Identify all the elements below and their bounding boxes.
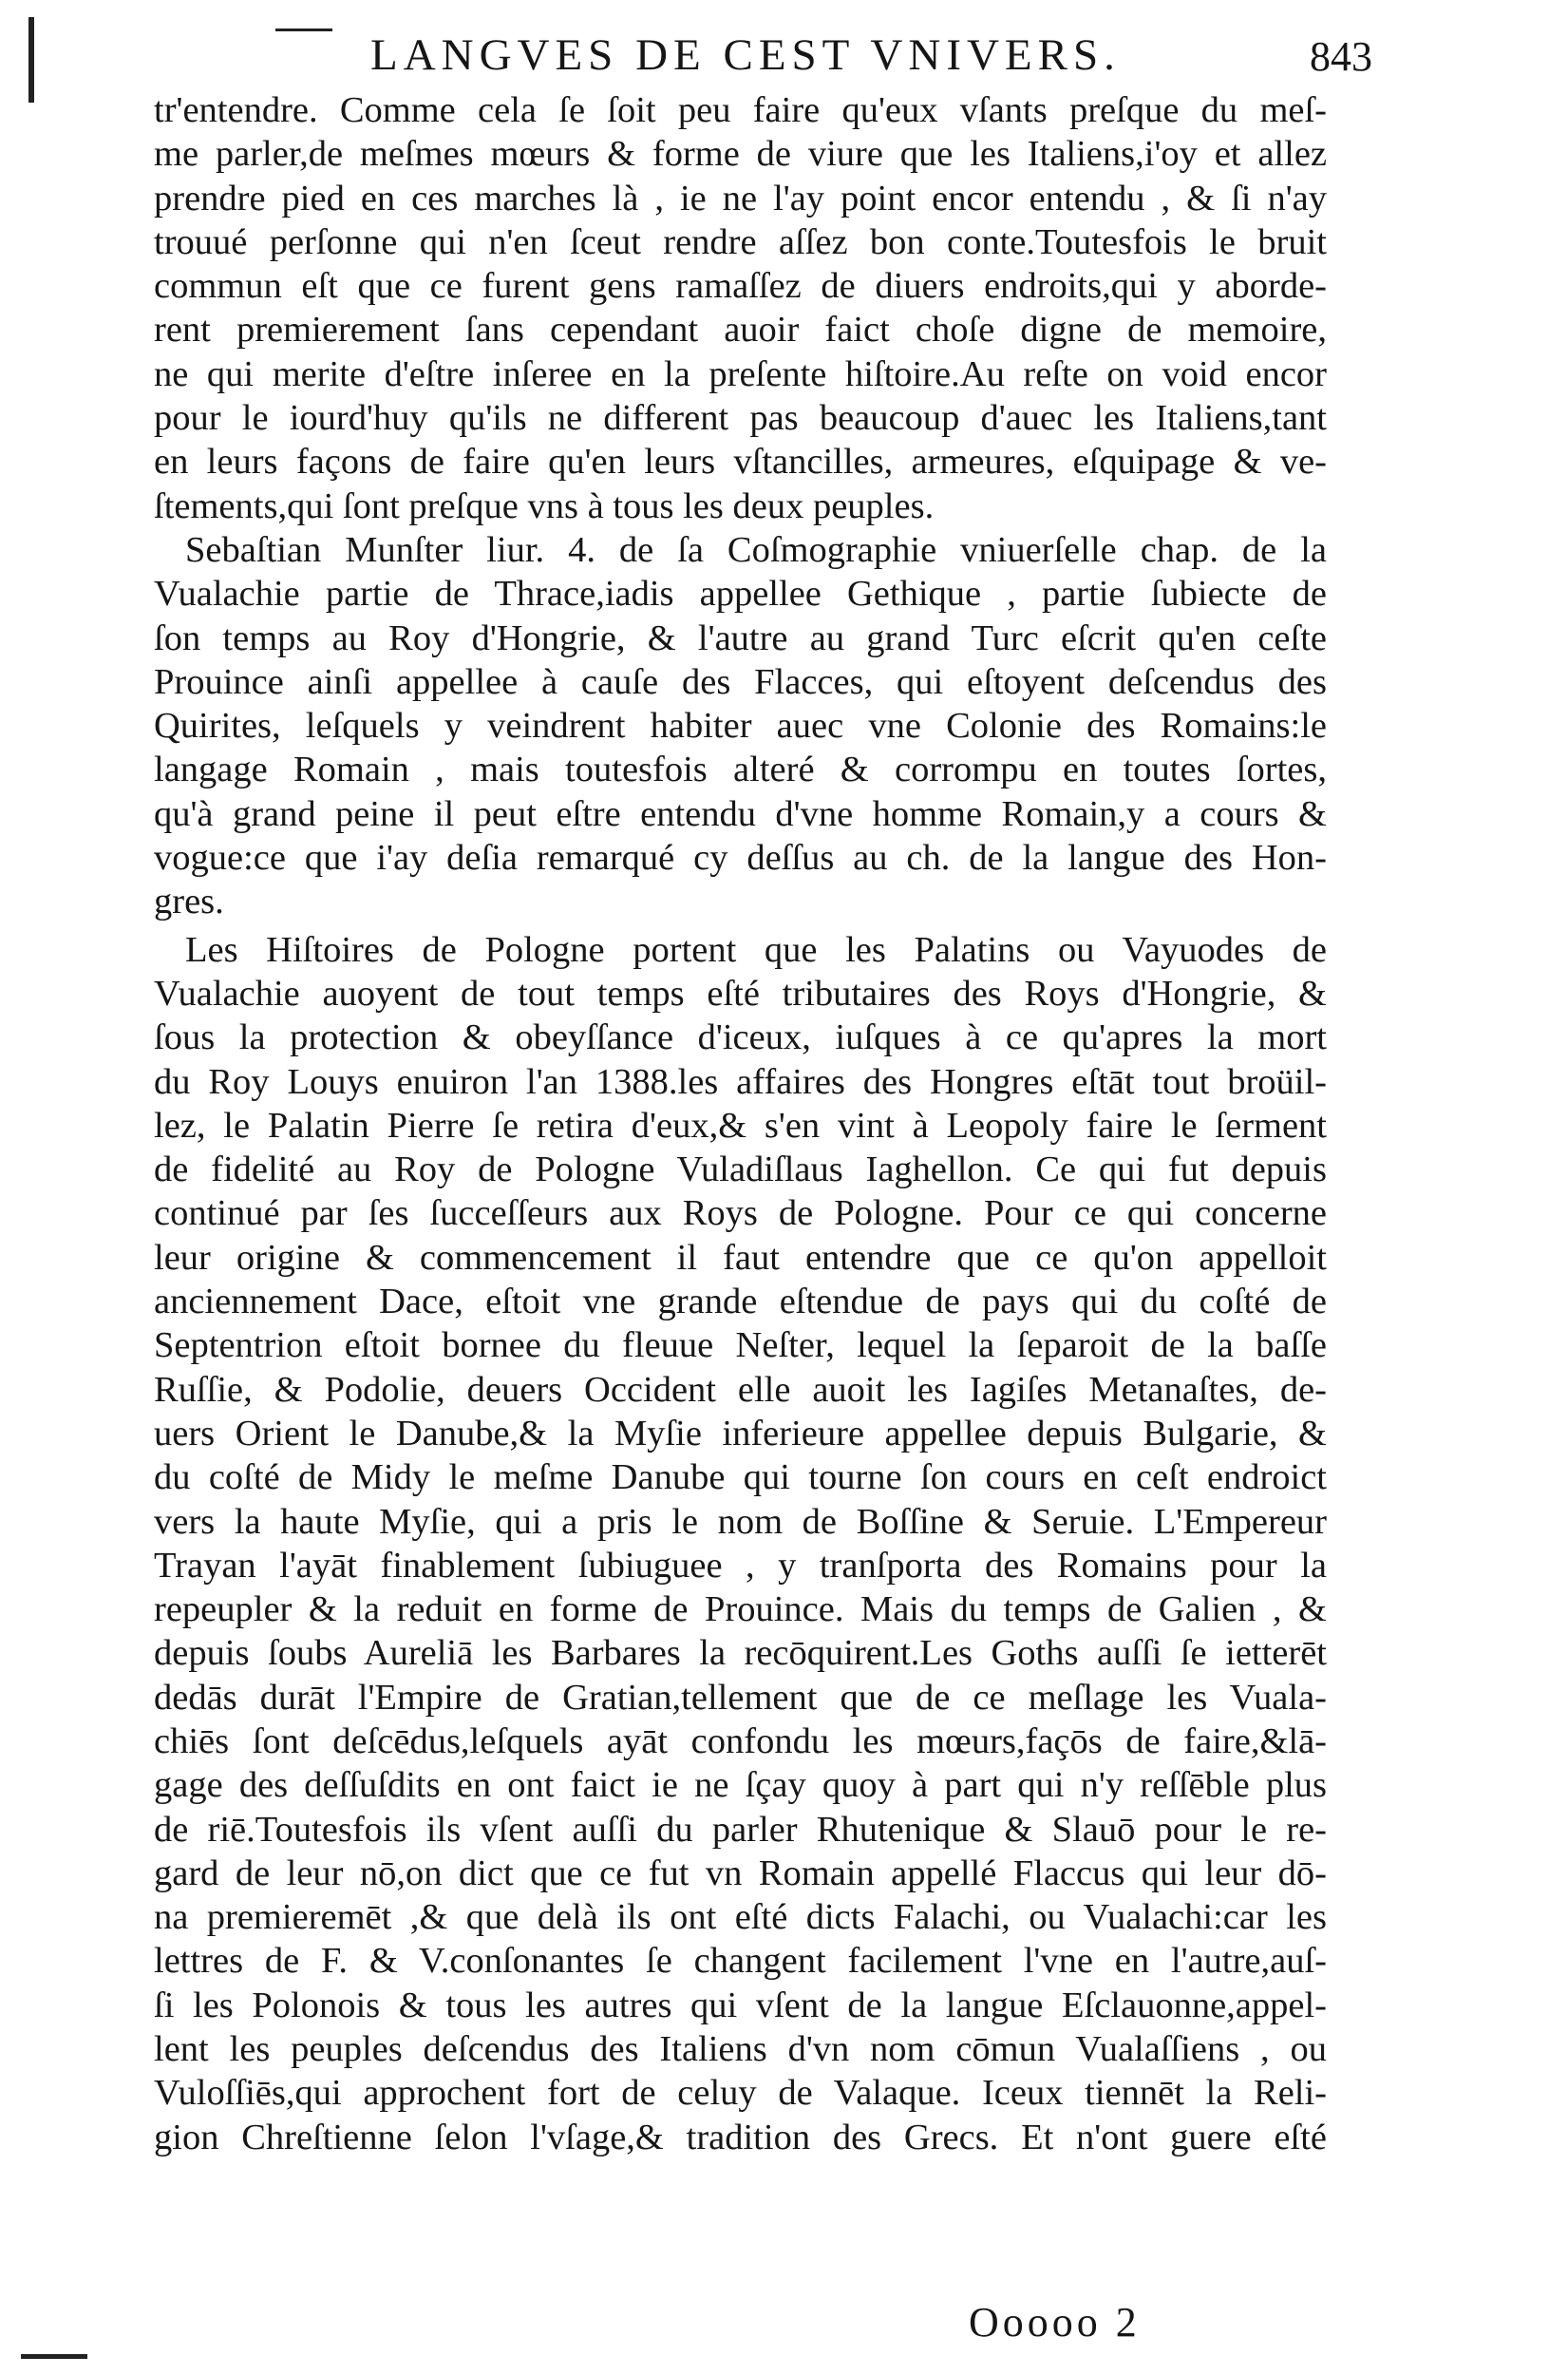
page-number: 843 bbox=[1310, 33, 1372, 80]
text-line: gres. bbox=[154, 882, 224, 922]
text-line: langage Romain , mais toutesfois alteré & corrompu en toutes ſortes, bbox=[154, 750, 1327, 790]
text-line: du coſté de Midy le meſme Danube qui tourne ſon cours en ceſt endroict bbox=[154, 1457, 1327, 1498]
text-line: pour le iourd'huy qu'ils ne different pas beaucoup d'auec les Italiens,tant bbox=[154, 398, 1327, 439]
text-line: continué par ſes ſucceſſeurs aux Roys de Pologne. Pour ce qui concerne bbox=[154, 1193, 1327, 1234]
text-line: gage des deſſuſdits en ont faict ie ne ſçay quoy à part qui n'y reſſēble plus bbox=[154, 1765, 1327, 1806]
text-line: en leurs façons de faire qu'en leurs vſtancilles, armeures, eſquipage & ve- bbox=[154, 442, 1327, 483]
text-line: Septentrion eſtoit bornee du fleuue Neſter, lequel la ſeparoit de la baſſe bbox=[154, 1325, 1327, 1366]
text-line: de fidelité au Roy de Pologne Vuladiſlaus Iaghellon. Ce qui fut depuis bbox=[154, 1150, 1327, 1190]
text-line: Trayan l'ayāt finablement ſubiuguee , y tranſporta des Romains pour la bbox=[154, 1545, 1327, 1586]
text-line: trouué perſonne qui n'en ſceut rendre aſſez bon conte.Toutesfois le bruit bbox=[154, 221, 1327, 262]
text-line: Quirites, leſquels y veindrent habiter auec vne Colonie des Romains:le bbox=[154, 706, 1327, 747]
text-line: lent les peuples deſcendus des Italiens d'vn nom cōmun Vualaſſiens , ou bbox=[154, 2029, 1327, 2070]
text-line: Vuloſſiēs,qui approchent fort de celuy de Valaque. Iceux tiennēt la Reli- bbox=[154, 2073, 1327, 2114]
text-line: ſtements,qui ſont preſque vns à tous les deux peuples. bbox=[154, 485, 935, 526]
text-line: Vualachie partie de Thrace,iadis appellee Gethique , partie ſubiecte de bbox=[154, 574, 1327, 615]
text-line: du Roy Louys enuiron l'an 1388.les affaires des Hongres eſtāt tout broüil- bbox=[154, 1061, 1327, 1102]
text-line: Ruſſie, & Podolie, deuers Occident elle auoit les Iagiſes Metanaſtes, de- bbox=[154, 1369, 1327, 1410]
page-header bbox=[370, 27, 1372, 84]
text-line: ne qui merite d'eſtre inſeree en la preſente hiſtoire.Au reſte on void encor bbox=[154, 353, 1327, 394]
text-line: repeupler & la reduit en forme de Prouince. Mais du temps de Galien , & bbox=[154, 1589, 1327, 1630]
text-line: anciennement Dace, eſtoit vne grande eſtendue de pays qui du coſté de bbox=[154, 1282, 1327, 1322]
text-line: me parler,de meſmes mœurs & forme de viure que les Italiens,i'oy et allez bbox=[154, 134, 1327, 175]
bottom-edge-mark bbox=[21, 2354, 87, 2359]
text-line: prendre pied en ces marches là , ie ne l'ay point encor entendu , & ſi n'ay bbox=[154, 178, 1327, 218]
text-line: Sebaſtian Munſter liur. 4. de ſa Coſmographie vniuerſelle chap. de la bbox=[185, 529, 1327, 570]
text-line: chiēs ſont deſcēdus,leſquels ayāt confondu les mœurs,façōs de faire,&lā- bbox=[154, 1720, 1327, 1761]
text-line: lez, le Palatin Pierre ſe retira d'eux,& s'en vint à Leopoly faire le ſerment bbox=[154, 1105, 1327, 1146]
text-line: vers la haute Myſie, qui a pris le nom de Boſſine & Seruie. L'Empereur bbox=[154, 1501, 1327, 1542]
text-line: gion Chreſtienne ſelon l'vſage,& tradition des Grecs. Et n'ont guere eſté bbox=[154, 2117, 1327, 2157]
text-line: qu'à grand peine il peut eſtre entendu d'vne homme Romain,y a cours & bbox=[154, 793, 1327, 834]
text-line: tr'entendre. Comme cela ſe ſoit peu faire qu'eux vſants preſque du meſ- bbox=[154, 90, 1327, 130]
signature-mark: Ooooo 2 bbox=[969, 2299, 1141, 2346]
page-edge-mark bbox=[28, 17, 34, 103]
text-line: vogue:ce que i'ay deſia remarqué cy deſſus au ch. de la langue des Hon- bbox=[154, 838, 1327, 879]
text-line: leur origine & commencement il faut entendre que ce qu'on appelloit bbox=[154, 1237, 1327, 1278]
text-line: rent premierement ſans cependant auoir faict choſe digne de memoire, bbox=[154, 310, 1327, 351]
text-line: dedās durāt l'Empire de Gratian,tellement que de ce meſlage les Vuala- bbox=[154, 1677, 1327, 1718]
text-line: na premieremēt ,& que delà ils ont eſté dicts Falachi, ou Vualachi:car les bbox=[154, 1897, 1327, 1938]
corner-dash-mark bbox=[275, 28, 332, 31]
text-line: gard de leur nō,on dict que ce fut vn Romain appellé Flaccus qui leur dō- bbox=[154, 1852, 1327, 1893]
text-line: Les Hiſtoires de Pologne portent que les Palatins ou Vayuodes de bbox=[185, 929, 1327, 970]
text-line: Prouince ainſi appellee à cauſe des Flacces, qui eſtoyent deſcendus des bbox=[154, 661, 1327, 702]
running-title: LANGVES DE CEST VNIVERS. bbox=[370, 30, 1121, 80]
text-line: Vualachie auoyent de tout temps eſté tributaires des Roys d'Hongrie, & bbox=[154, 973, 1327, 1014]
text-line: depuis ſoubs Aureliā les Barbares la recōquirent.Les Goths auſſi ſe ietterēt bbox=[154, 1633, 1327, 1674]
text-line: commun eſt que ce furent gens ramaſſez de diuers endroits,qui y aborde- bbox=[154, 266, 1327, 307]
text-line: de riē.Toutesfois ils vſent auſſi du parler Rhutenique & Slauō pour le re- bbox=[154, 1809, 1327, 1850]
text-line: ſi les Polonois & tous les autres qui vſent de la langue Eſclauonne,appel- bbox=[154, 1985, 1327, 2025]
body-text bbox=[154, 88, 1327, 2159]
text-line: ſon temps au Roy d'Hongrie, & l'autre au grand Turc eſcrit qu'en ceſte bbox=[154, 618, 1327, 658]
text-line: ſous la protection & obeyſſance d'iceux, iuſques à ce qu'apres la mort bbox=[154, 1017, 1327, 1058]
text-line: lettres de F. & V.conſonantes ſe changent facilement l'vne en l'autre,auſ- bbox=[154, 1941, 1327, 1982]
text-line: uers Orient le Danube,& la Myſie inferieure appellee depuis Bulgarie, & bbox=[154, 1413, 1327, 1454]
